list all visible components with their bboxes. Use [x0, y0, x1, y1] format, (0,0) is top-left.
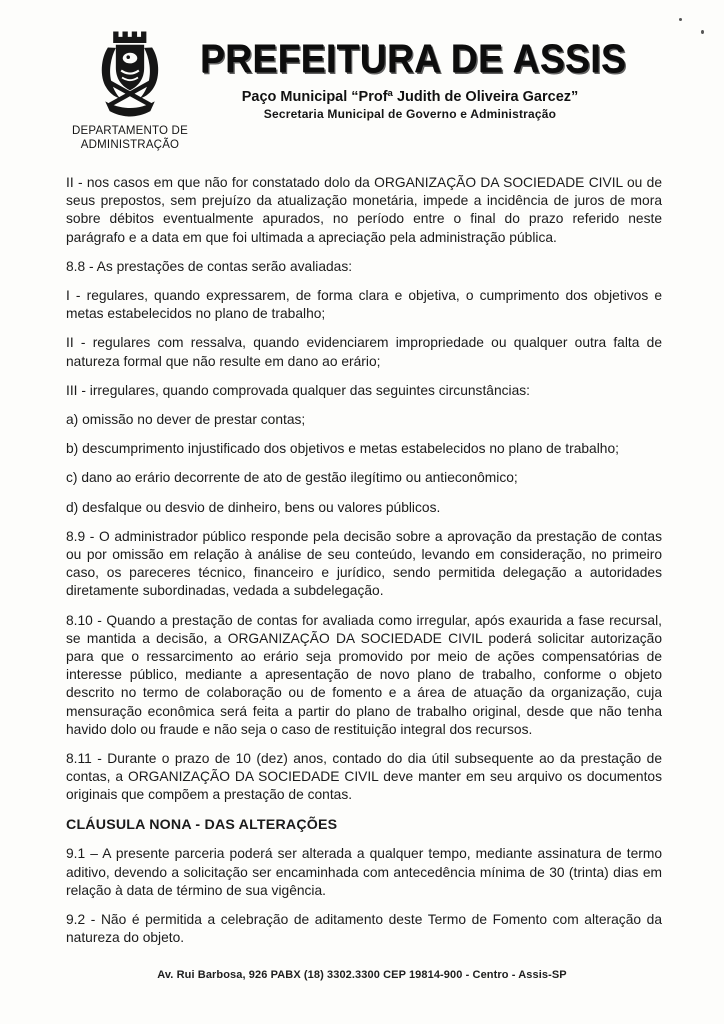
department-name	[60, 124, 200, 153]
clause-8-9: 8.9 - O administrador público responde pela decisão sobre a aprovação da prestação de contas ou por omissão em relação à análise de seu conteúdo, levando em consideração, no primeiro caso, os pareceres técnico, financeiro e jurídico, sendo permitida delegação a autoridades diretamente subordinadas, vedada a subdelegação.	[66, 528, 662, 599]
assis-coat-of-arms-icon	[90, 28, 170, 120]
letterhead	[0, 0, 724, 165]
scan-speck	[679, 18, 682, 21]
department-line-1: DEPARTAMENTO DE	[72, 125, 188, 137]
department-line-2: ADMINISTRAÇÃO	[80, 139, 180, 152]
clause-8-8: 8.8 - As prestações de contas serão avaliadas:	[66, 258, 353, 274]
clause-ii-no-dolo: II - nos casos em que não for constatado dolo da ORGANIZAÇÃO DA SOCIEDADE CIVIL ou de seus prepostos, sem prejuízo da atualização monetária, impede a incidência de juros de mora sobre débitos eventualmente apurados, no período entre o final do prazo referido neste parágrafo e a data em que foi ultimada a apreciação pela administração pública.	[66, 175, 662, 245]
item-b-descumprimento: b) descumprimento injustificado dos objetivos e metas estabelecidos no plano de trabalho;	[66, 441, 619, 457]
item-c-dano-erario: c) dano ao erário decorrente de ato de gestão ilegítimo ou antieconômico;	[66, 470, 518, 486]
city-hall-title: PREFEITURA DE ASSIS	[200, 36, 627, 81]
clause-8-11: 8.11 - Durante o prazo de 10 (dez) anos, contado do dia útil subsequente ao da prestação de contas, a ORGANIZAÇÃO DA SOCIEDADE CIVIL deve manter em seu arquivo os documentos originais que compõem a prestação de contas.	[66, 751, 662, 803]
item-i-regulares: I - regulares, quando expressarem, de forma clara e objetiva, o cumprimento dos objetivos e metas estabelecidos no plano de trabalho;	[66, 288, 662, 322]
clausula-nona-heading: CLÁUSULA NONA - DAS ALTERAÇÕES	[66, 816, 338, 833]
clause-9-1: 9.1 – A presente parceria poderá ser alterada a qualquer tempo, mediante assinatura de termo aditivo, devendo a solicitação ser encaminhada com antecedência mínima de 30 (trinta) dias em relação à data de término de sua vigência.	[66, 846, 662, 898]
clause-8-10: 8.10 - Quando a prestação de contas for avaliada como irregular, após exaurida a fase recursal, se mantida a decisão, a ORGANIZAÇÃO DA SOCIEDADE CIVIL poderá solicitar autorização para que o ressarcimento ao erário seja promovido por meio de ações compensatórias de interesse público, mediante a apresentação de novo plano de trabalho, conforme o objeto descrito no termo de colaboração ou de fomento e a área de atuação da organização, cuja mensuração econômica será feita a partir do plano de trabalho original, desde que não tenha havido dolo ou fraude e não seja o caso de restituição integral dos recursos.	[66, 612, 662, 737]
letterhead-text	[200, 36, 627, 121]
item-iii-irregulares: III - irregulares, quando comprovada qualquer das seguintes circunstâncias:	[66, 382, 530, 398]
item-d-desfalque: d) desfalque ou desvio de dinheiro, bens ou valores públicos.	[66, 499, 441, 515]
item-ii-regulares-com-ressalva: II - regulares com ressalva, quando evidenciarem impropriedade ou qualquer outra falta de natureza formal que não resulte em dano ao erário;	[66, 335, 662, 369]
paco-municipal-subtitle: Paço Municipal “Profª Judith de Oliveira Garcez”	[241, 88, 579, 105]
document-body	[66, 174, 662, 958]
clause-9-2: 9.2 - Não é permitida a celebração de aditamento deste Termo de Fomento com alteração da natureza do objeto.	[66, 912, 662, 946]
logo-block	[60, 28, 200, 153]
scan-speck	[701, 30, 704, 34]
item-a-omissao: a) omissão no dever de prestar contas;	[66, 412, 306, 428]
footer-address: Av. Rui Barbosa, 926 PABX (18) 3302.3300 CEP 19814-900 - Centro - Assis-SP	[157, 969, 567, 981]
secretaria-subtitle: Secretaria Municipal de Governo e Administração	[263, 106, 557, 121]
